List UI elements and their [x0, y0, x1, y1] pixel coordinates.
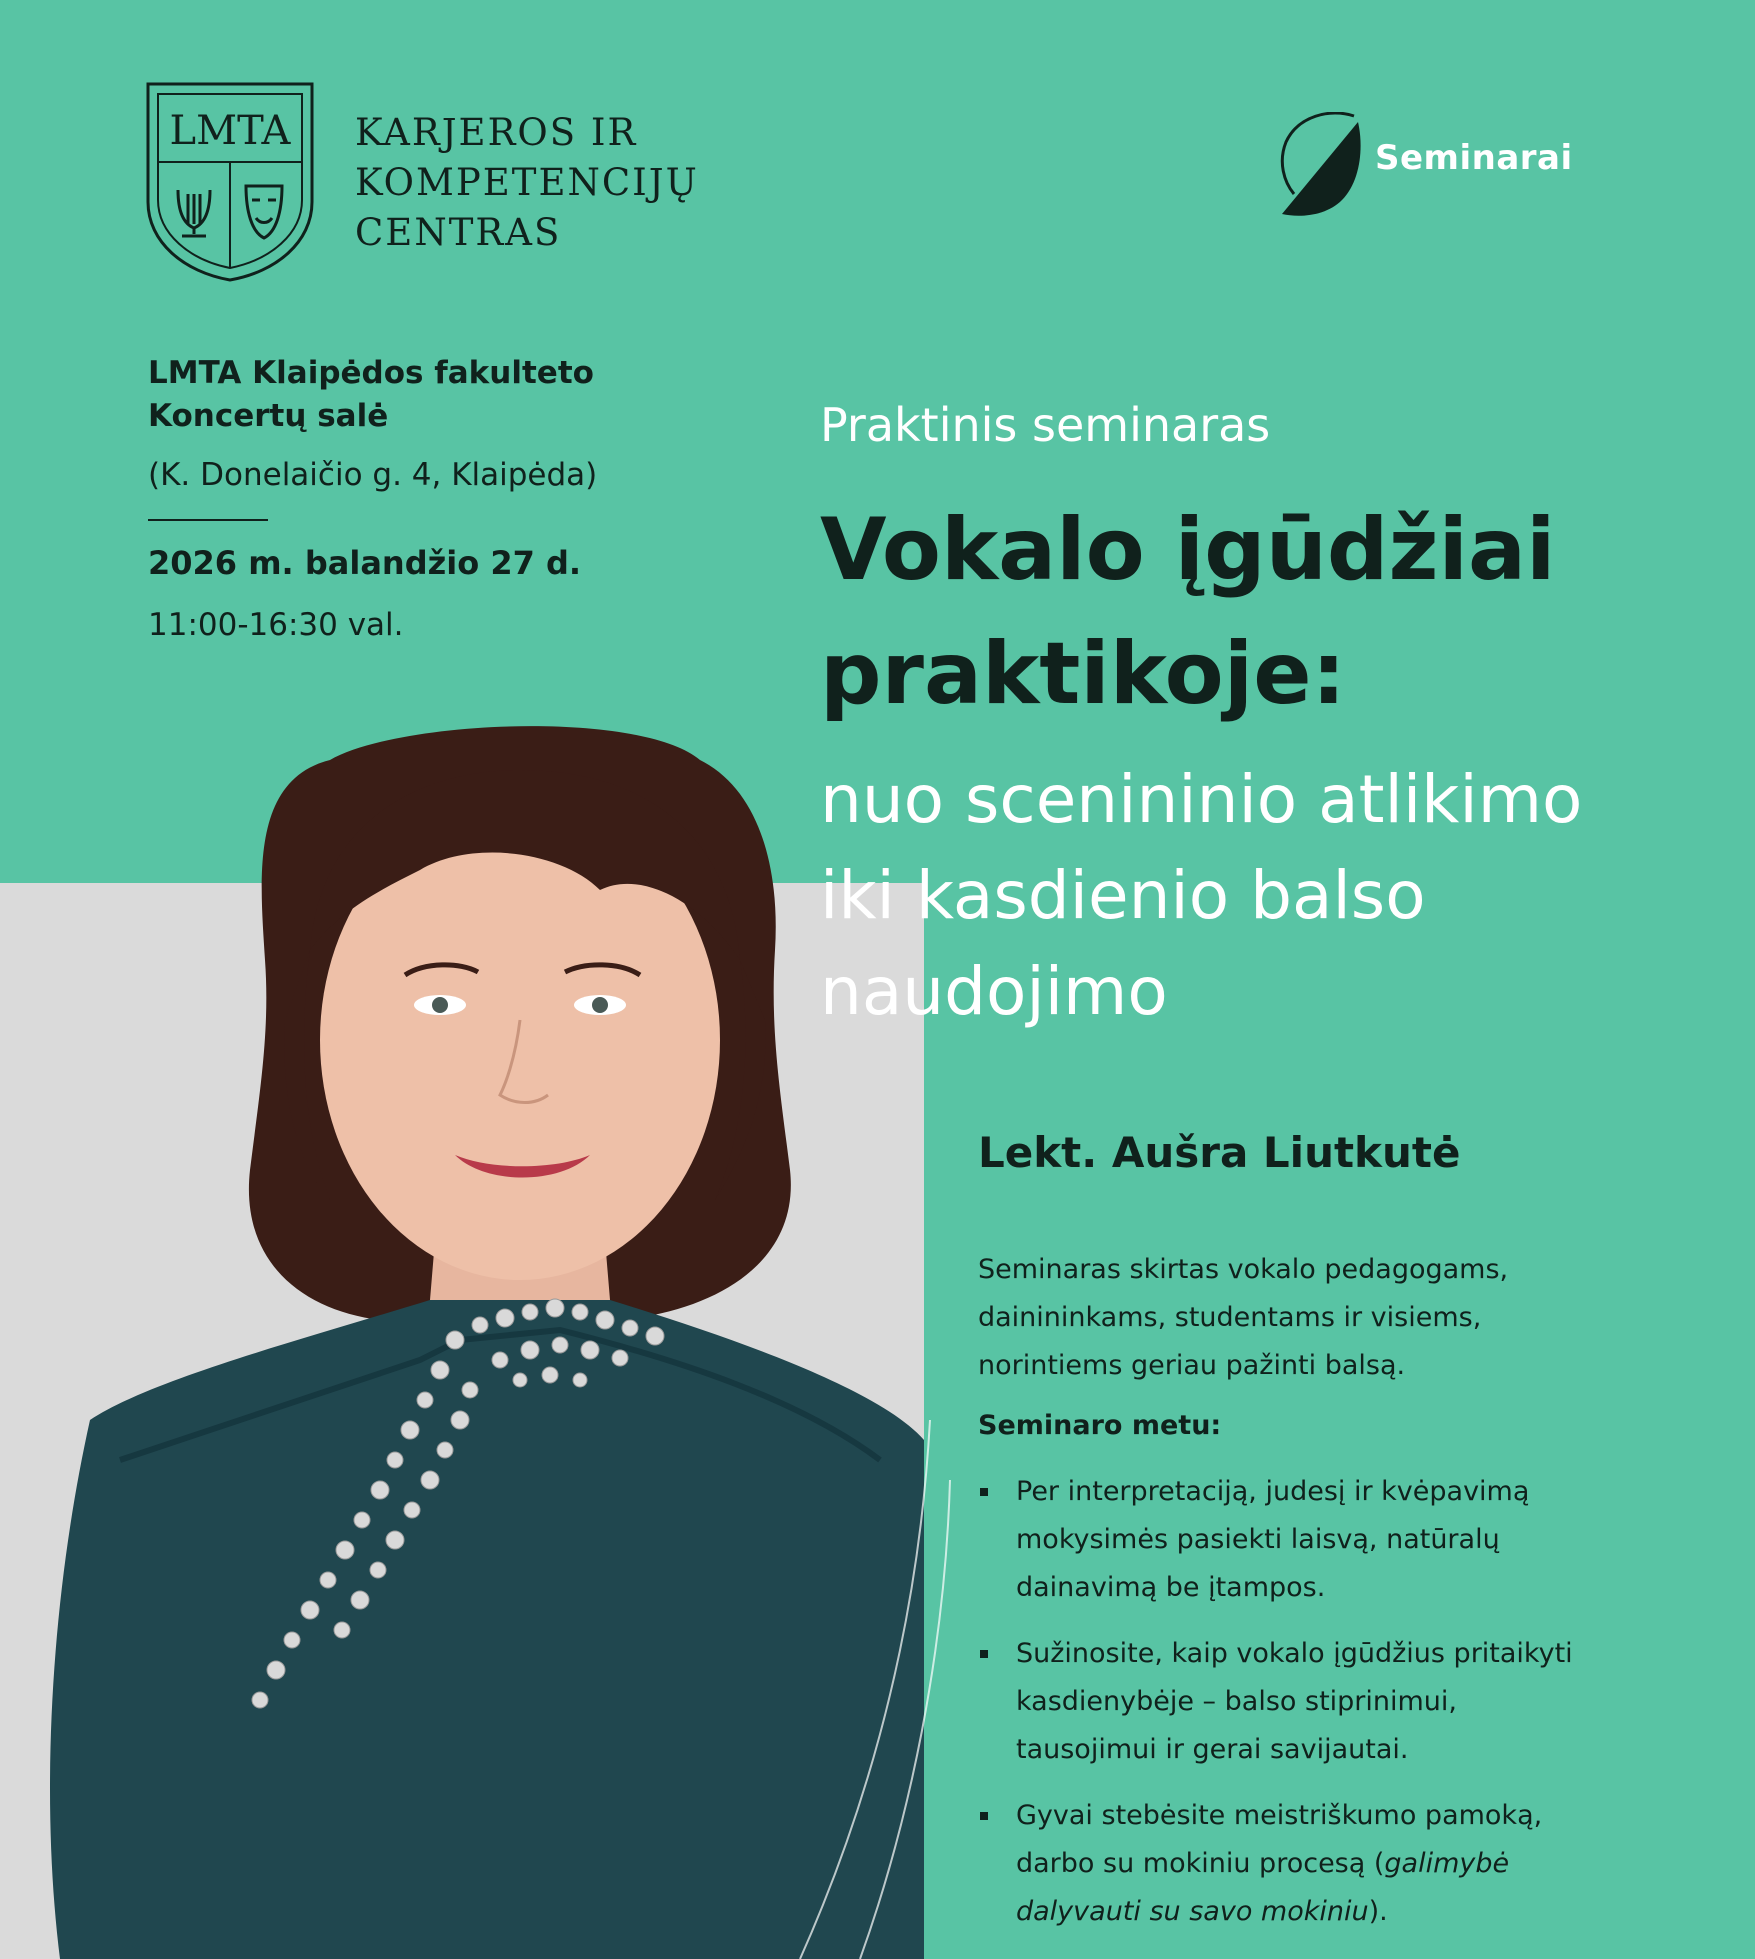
venue-info [148, 352, 597, 647]
intro-line-1: Seminaras skirtas vokalo pedagogams, [978, 1254, 1509, 1285]
logo-line-2: KOMPETENCIJŲ [355, 161, 699, 204]
subtitle-line-3: naudojimo [820, 953, 1168, 1030]
lyre-icon [178, 190, 210, 236]
intro-line-2: dainininkams, studentams ir visiems, [978, 1302, 1482, 1333]
bullet-3-line-3-italic: dalyvauti su savo mokiniu [1016, 1896, 1369, 1927]
lecturer-portrait [0, 700, 924, 1959]
description-heading: Seminaro metu: [978, 1410, 1222, 1441]
logo-line-1: KARJEROS IR [355, 111, 638, 154]
bullet-list [978, 1468, 1738, 1936]
venue-name-line-1: LMTA Klaipėdos fakulteto [148, 355, 594, 391]
theatre-mask-icon [246, 186, 282, 238]
bullet-1-line-2: mokysimės pasiekti laisvą, natūralų [1016, 1524, 1500, 1555]
subtitle-line-2: iki kasdienio balso [820, 857, 1426, 934]
bullet-3-line-1: Gyvai stebėsite meistriškumo pamoką, [1016, 1800, 1543, 1831]
venue-name-line-2: Koncertų salė [148, 398, 389, 434]
logo-wordmark [355, 108, 699, 258]
list-item [978, 1792, 1738, 1936]
seminar-badge-label: Seminarai [1375, 138, 1573, 178]
seminar-circle-icon [1280, 112, 1362, 218]
bullet-3-line-2-italic: galimybė [1384, 1848, 1510, 1879]
bullet-3-line-2 [1016, 1840, 1738, 1888]
bullet-2-line-3: tausojimui ir gerai savijautai. [1016, 1734, 1409, 1765]
bullet-3-line-3-tail: ). [1368, 1896, 1388, 1927]
title-line-2: praktikoje: [820, 624, 1346, 724]
bullet-2-line-2: kasdienybėje – balso stiprinimui, [1016, 1686, 1458, 1717]
seminar-kicker: Praktinis seminaras [820, 398, 1271, 452]
title-line-1: Vokalo įgūdžiai [820, 500, 1556, 600]
event-date: 2026 m. balandžio 27 d. [148, 544, 582, 582]
lmta-shield-icon [146, 82, 314, 282]
bullet-square-icon [980, 1650, 988, 1658]
subtitle-line-1: nuo scenininio atlikimo [820, 761, 1583, 838]
divider [148, 519, 268, 521]
seminar-description [978, 1246, 1738, 1954]
lecturer-name: Lekt. Aušra Liutkutė [978, 1128, 1461, 1177]
bullet-3-line-3 [1016, 1888, 1738, 1936]
seminar-subtitle [820, 752, 1582, 1040]
logo-line-3: CENTRAS [355, 211, 562, 254]
bullet-3-line-2-text: darbo su mokiniu procesą ( [1016, 1848, 1385, 1879]
bullet-1-line-3: dainavimą be įtampos. [1016, 1572, 1326, 1603]
bullet-1-line-1: Per interpretaciją, judesį ir kvėpavimą [1016, 1476, 1530, 1507]
venue-address: (K. Donelaičio g. 4, Klaipėda) [148, 457, 598, 493]
list-item [978, 1468, 1738, 1612]
seminar-title [820, 488, 1556, 736]
event-time: 11:00-16:30 val. [148, 607, 404, 643]
bullet-2-line-1: Sužinosite, kaip vokalo įgūdžius pritaikyti [1016, 1638, 1573, 1669]
bullet-square-icon [980, 1812, 988, 1820]
bullet-square-icon [980, 1488, 988, 1496]
logo-shield-text: LMTA [169, 108, 291, 154]
list-item [978, 1630, 1738, 1774]
intro-line-3: norintiems geriau pažinti balsą. [978, 1350, 1406, 1381]
